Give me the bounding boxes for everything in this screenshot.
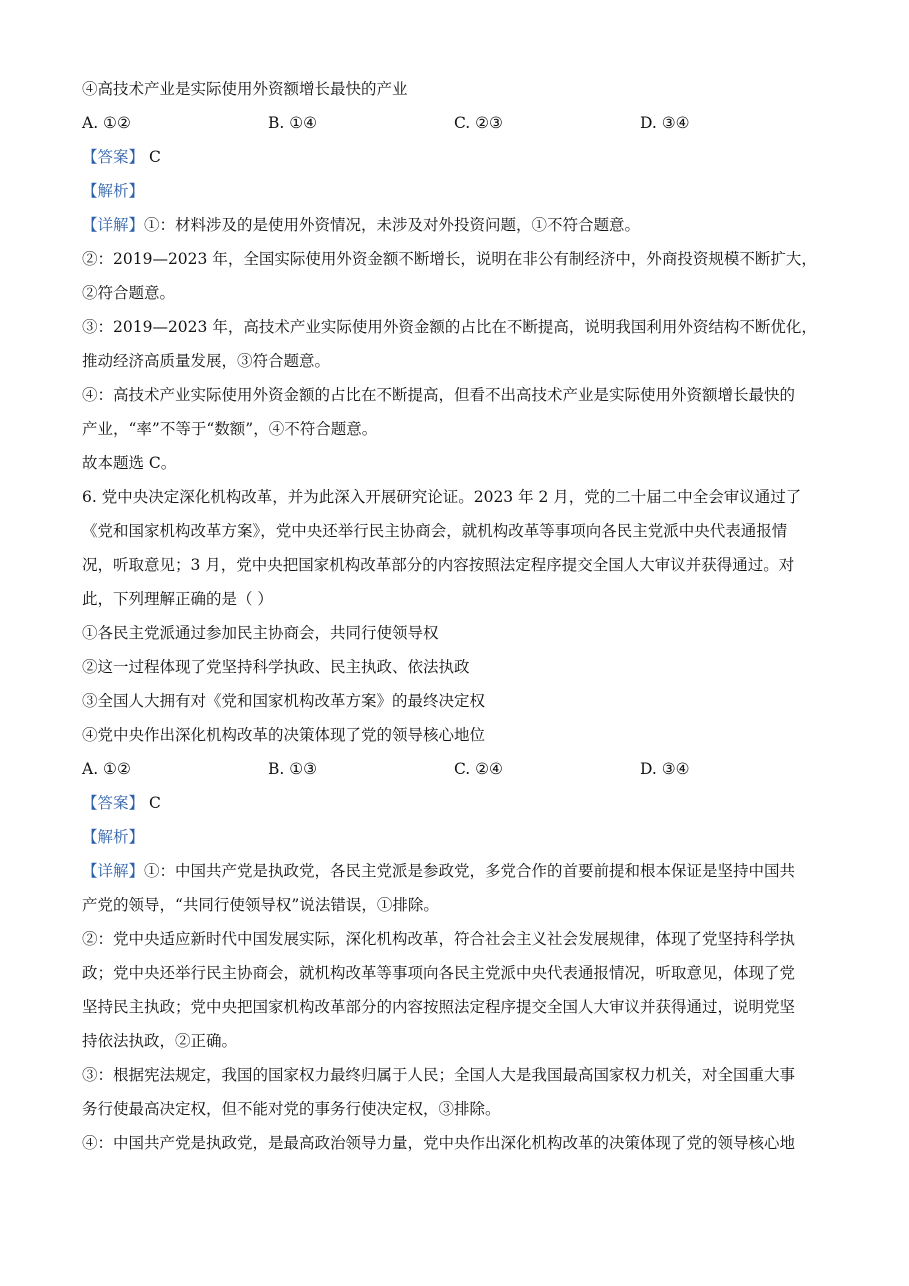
q6-analysis-label: 【解析】 [82,828,145,846]
q5-detail-line-6: 产业，“率”不等于“数额”，④不符合题意。 [82,420,378,438]
q6-detail-line-8: ④：中国共产党是执政党，是最高政治领导力量，党中央作出深化机构改革的决策体现了党的领导核心地 [82,1134,796,1152]
q5-detail-text-0: ①：材料涉及的是使用外资情况，未涉及对外投资问题，①不符合题意。 [144,216,641,234]
q5-answer-label: 【答案】 [82,148,145,166]
q5-answer [82,140,827,174]
q6-item-3: ③全国人大拥有对《党和国家机构改革方案》的最终决定权 [82,692,486,710]
q6-stem-line-1: 《党和国家机构改革方案》，党中央还举行民主协商会，就机构改革等事项向各民主党派中央代表通报情 [82,522,788,540]
q6-answer-value: C [148,794,161,812]
q5-option-b: B. ①④ [268,114,318,132]
q5-analysis-label: 【解析】 [82,182,145,200]
q5-detail-line-0 [82,208,827,242]
q6-stem-line-0: 6. 党中央决定深化机构改革，并为此深入开展研究论证。2023 年 2 月，党的二十届二中全会审议通过了 [82,488,802,506]
q5-detail-line-4: 推动经济高质量发展，③符合题意。 [82,352,331,370]
q6-detail-line-7: 务行使最高决定权，但不能对党的事务行使决定权，③排除。 [82,1100,501,1118]
q6-detail-line-1: 产党的领导，“共同行使领导权”说法错误，①排除。 [82,896,439,914]
q5-detail-line-1: ②：2019—2023 年，全国实际使用外资金额不断增长，说明在非公有制经济中，外商投资规模不断扩大， [82,250,817,268]
q5-option-c: C. ②③ [454,114,503,132]
q6-stem-line-3: 此，下列理解正确的是（ ） [82,590,273,608]
q6-options [82,752,827,786]
q6-item-4: ④党中央作出深化机构改革的决策体现了党的领导核心地位 [82,726,486,744]
q5-answer-value: C [148,148,161,166]
q6-detail-label: 【详解】 [82,862,145,880]
q6-answer-label: 【答案】 [82,794,145,812]
q5-item-4: ④高技术产业是实际使用外资额增长最快的产业 [82,80,408,98]
document-page [82,72,827,1160]
q6-detail-line-0 [82,854,827,888]
q6-option-a: A. ①② [82,760,131,778]
q6-item-1: ①各民主党派通过参加民主协商会，共同行使领导权 [82,624,439,642]
q5-option-a: A. ①② [82,114,131,132]
q6-detail-text-0: ①：中国共产党是执政党，各民主党派是参政党，多党合作的首要前提和根本保证是坚持中国共 [144,862,796,880]
q5-detail-label: 【详解】 [82,216,145,234]
q6-detail-line-6: ③：根据宪法规定，我国的国家权力最终归属于人民；全国人大是我国最高国家权力机关，对全国重大事 [82,1066,796,1084]
q6-item-2: ②这一过程体现了党坚持科学执政、民主执政、依法执政 [82,658,470,676]
q5-detail-line-7: 故本题选 C。 [82,454,177,472]
q6-option-d: D. ③④ [640,760,690,778]
q6-stem-line-2: 况，听取意见；3 月，党中央把国家机构改革部分的内容按照法定程序提交全国人大审议并获得通过。对 [82,556,795,574]
q5-options [82,106,827,140]
q6-answer [82,786,827,820]
q6-option-c: C. ②④ [454,760,503,778]
q5-detail-line-5: ④：高技术产业实际使用外资金额的占比在不断提高，但看不出高技术产业是实际使用外资额增长最快的 [82,386,796,404]
q6-detail-line-4: 坚持民主执政；党中央把国家机构改革部分的内容按照法定程序提交全国人大审议并获得通过，说明党坚 [82,998,796,1016]
q5-option-d: D. ③④ [640,114,690,132]
q6-detail-line-5: 持依法执政，②正确。 [82,1032,238,1050]
q5-detail-line-2: ②符合题意。 [82,284,176,302]
q6-detail-line-2: ②：党中央适应新时代中国发展实际，深化机构改革，符合社会主义社会发展规律，体现了党坚持科学执 [82,930,796,948]
q5-detail-line-3: ③：2019—2023 年，高技术产业实际使用外资金额的占比在不断提高，说明我国利用外资结构不断优化， [82,318,817,336]
q6-option-b: B. ①③ [268,760,318,778]
q6-detail-line-3: 政；党中央还举行民主协商会，就机构改革等事项向各民主党派中央代表通报情况，听取意见，体现了党 [82,964,796,982]
